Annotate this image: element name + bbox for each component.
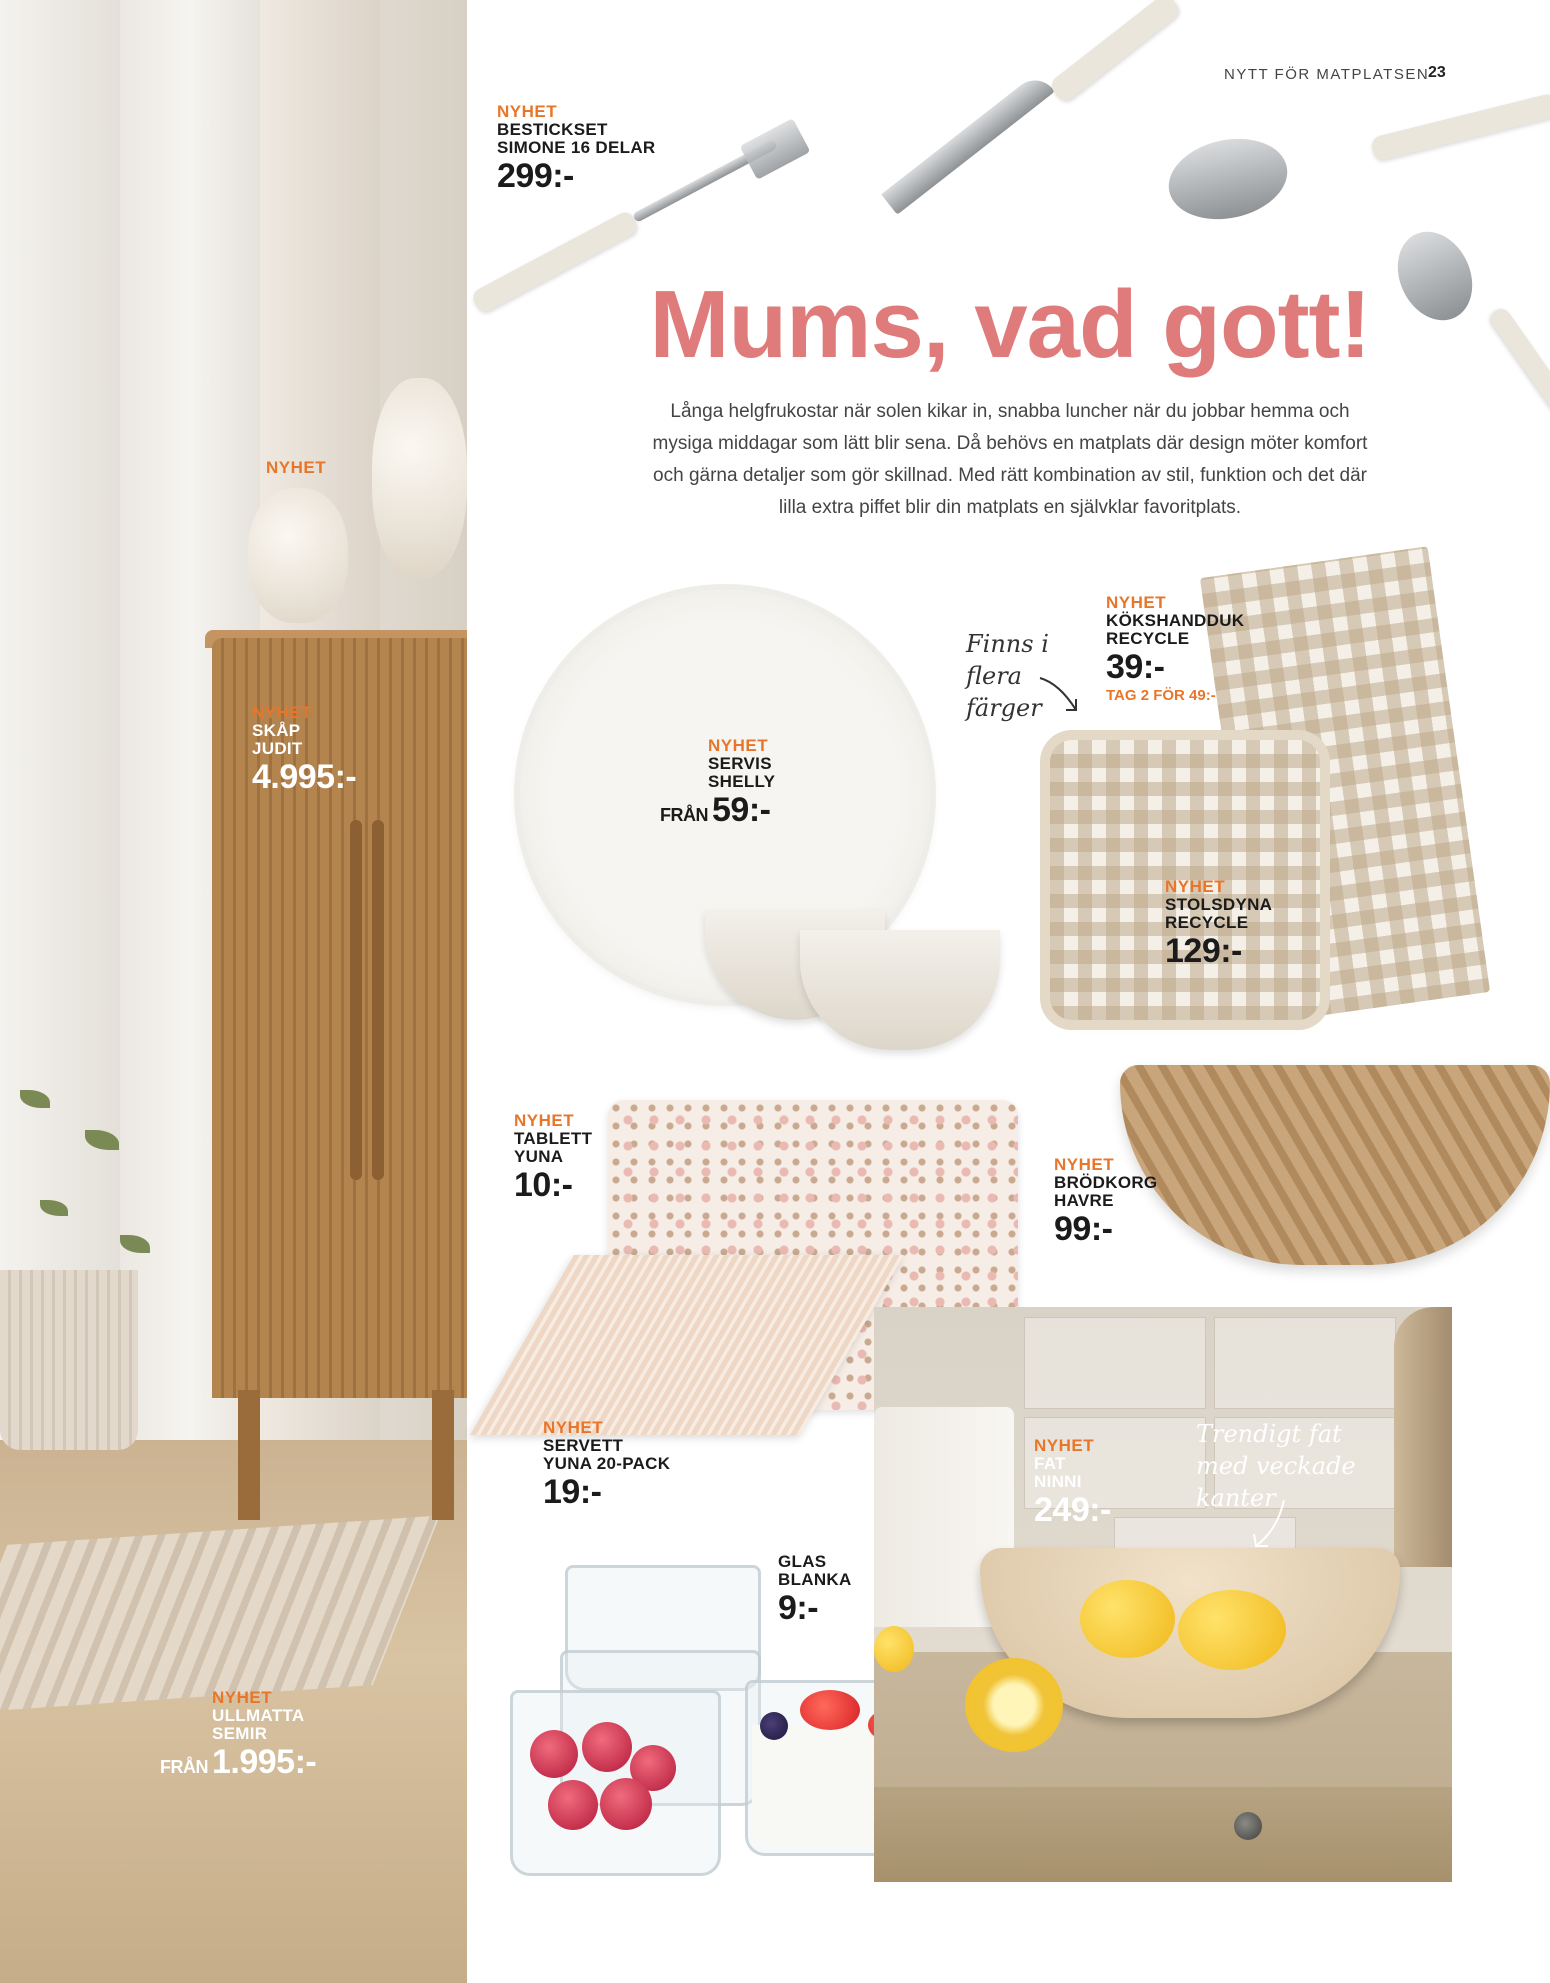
cabinet-new-tag: NYHET (252, 703, 313, 722)
placemat-price: 10:- (514, 1165, 573, 1204)
dish-model: NINNI (1034, 1471, 1082, 1491)
page-number: 23 (1428, 64, 1446, 81)
arrow-icon (1244, 1496, 1294, 1556)
cushion-price: 129:- (1165, 931, 1242, 970)
vase-new-tag: NYHET (266, 458, 327, 477)
towel-new-tag: NYHET (1106, 593, 1167, 612)
dish-label (1034, 1437, 1111, 1528)
basket-price: 99:- (1054, 1209, 1113, 1248)
placemat-name: TABLETT (514, 1128, 593, 1148)
colors-note-line-2: flera (966, 662, 1022, 690)
glass-name: GLAS (778, 1552, 827, 1571)
basket-label (1054, 1156, 1157, 1247)
bread-basket-image (1120, 1065, 1550, 1265)
basket-name: BRÖDKORG (1054, 1172, 1158, 1192)
arrow-icon (1036, 672, 1086, 722)
dish-price: 249:- (1034, 1490, 1111, 1529)
dish-note-line-3: kanter (1196, 1484, 1276, 1512)
cutlery-label (497, 103, 655, 194)
cushion-new-tag: NYHET (1165, 877, 1226, 896)
fork-image (470, 209, 640, 315)
cutlery-price: 299:- (497, 156, 574, 195)
servis-price: 59:- (712, 790, 771, 829)
servis-label (660, 737, 775, 828)
napkin-name: SERVETT (543, 1435, 624, 1455)
towel-offer: TAG 2 FÖR 49:- (1106, 687, 1216, 705)
intro-text: Långa helgfrukostar när solen kikar in, snabba luncher när du jobbar hemma och mysiga middagar som lätt blir sena. Då behövs en matplats där design möter komfort och gärna detaljer som gör skillnad. Med rätt kombination av stil, funktion och det där lilla extra piffet blir din matplats en självklar favoritplats. (652, 401, 1368, 518)
cabinet-model: JUDIT (252, 738, 303, 758)
placemat-model: YUNA (514, 1146, 564, 1166)
dish-note-line-1: Trendigt fat (1196, 1420, 1342, 1448)
rug-from-label: FRÅN (160, 1756, 208, 1777)
headline: Mums, vad gott! (649, 271, 1371, 378)
cabinet-label (252, 704, 356, 795)
left-room-photo (0, 0, 467, 1983)
servis-from-label: FRÅN (660, 804, 708, 825)
colors-note-line-1: Finns i (966, 630, 1049, 658)
cabinet-price: 4.995:- (252, 757, 357, 796)
cushion-name: STOLSDYNA (1165, 894, 1273, 914)
cushion-model: RECYCLE (1165, 912, 1249, 932)
placemat-new-tag: NYHET (514, 1111, 575, 1130)
rug-name: ULLMATTA (212, 1705, 305, 1725)
cabinet-name: SKÅP (252, 720, 301, 740)
servis-new-tag: NYHET (708, 736, 769, 755)
rug-label (160, 1689, 316, 1780)
rug-new-tag: NYHET (212, 1688, 273, 1707)
napkin-label (543, 1419, 670, 1510)
vase-image (248, 488, 348, 623)
servis-model: SHELLY (708, 771, 776, 791)
rug-model: SEMIR (212, 1723, 268, 1743)
colors-note-line-3: färger (966, 694, 1042, 722)
cushion-label (1165, 878, 1272, 969)
glass-price: 9:- (778, 1588, 819, 1627)
placemat-label (514, 1112, 592, 1203)
dish-name: FAT (1034, 1453, 1066, 1473)
glass-model: BLANKA (778, 1569, 852, 1589)
section-header: NYTT FÖR MATPLATSEN (1224, 66, 1430, 83)
napkin-model: YUNA 20-PACK (543, 1453, 671, 1473)
towel-price: 39:- (1106, 647, 1165, 686)
towel-model: RECYCLE (1106, 628, 1190, 648)
napkin-new-tag: NYHET (543, 1418, 604, 1437)
spoon-image (1161, 128, 1295, 229)
towel-name: KÖKSHANDDUK (1106, 610, 1245, 630)
dish-new-tag: NYHET (1034, 1436, 1095, 1455)
dish-note-line-2: med veckade (1196, 1452, 1356, 1480)
basket-new-tag: NYHET (1054, 1155, 1115, 1174)
cutlery-name: BESTICKSET (497, 119, 608, 139)
servis-name: SERVIS (708, 753, 772, 773)
vase-label (266, 459, 326, 477)
knife-image (881, 71, 1055, 215)
small-spoon-image (1384, 220, 1486, 333)
cutlery-new-tag: NYHET (497, 102, 558, 121)
basket-model: HAVRE (1054, 1190, 1114, 1210)
napkin-price: 19:- (543, 1472, 602, 1511)
cutlery-model: SIMONE 16 DELAR (497, 137, 656, 157)
towel-label (1106, 594, 1244, 704)
plant-pot-image (0, 1270, 138, 1450)
rug-price: 1.995:- (212, 1742, 317, 1781)
glass-label (778, 1553, 852, 1626)
